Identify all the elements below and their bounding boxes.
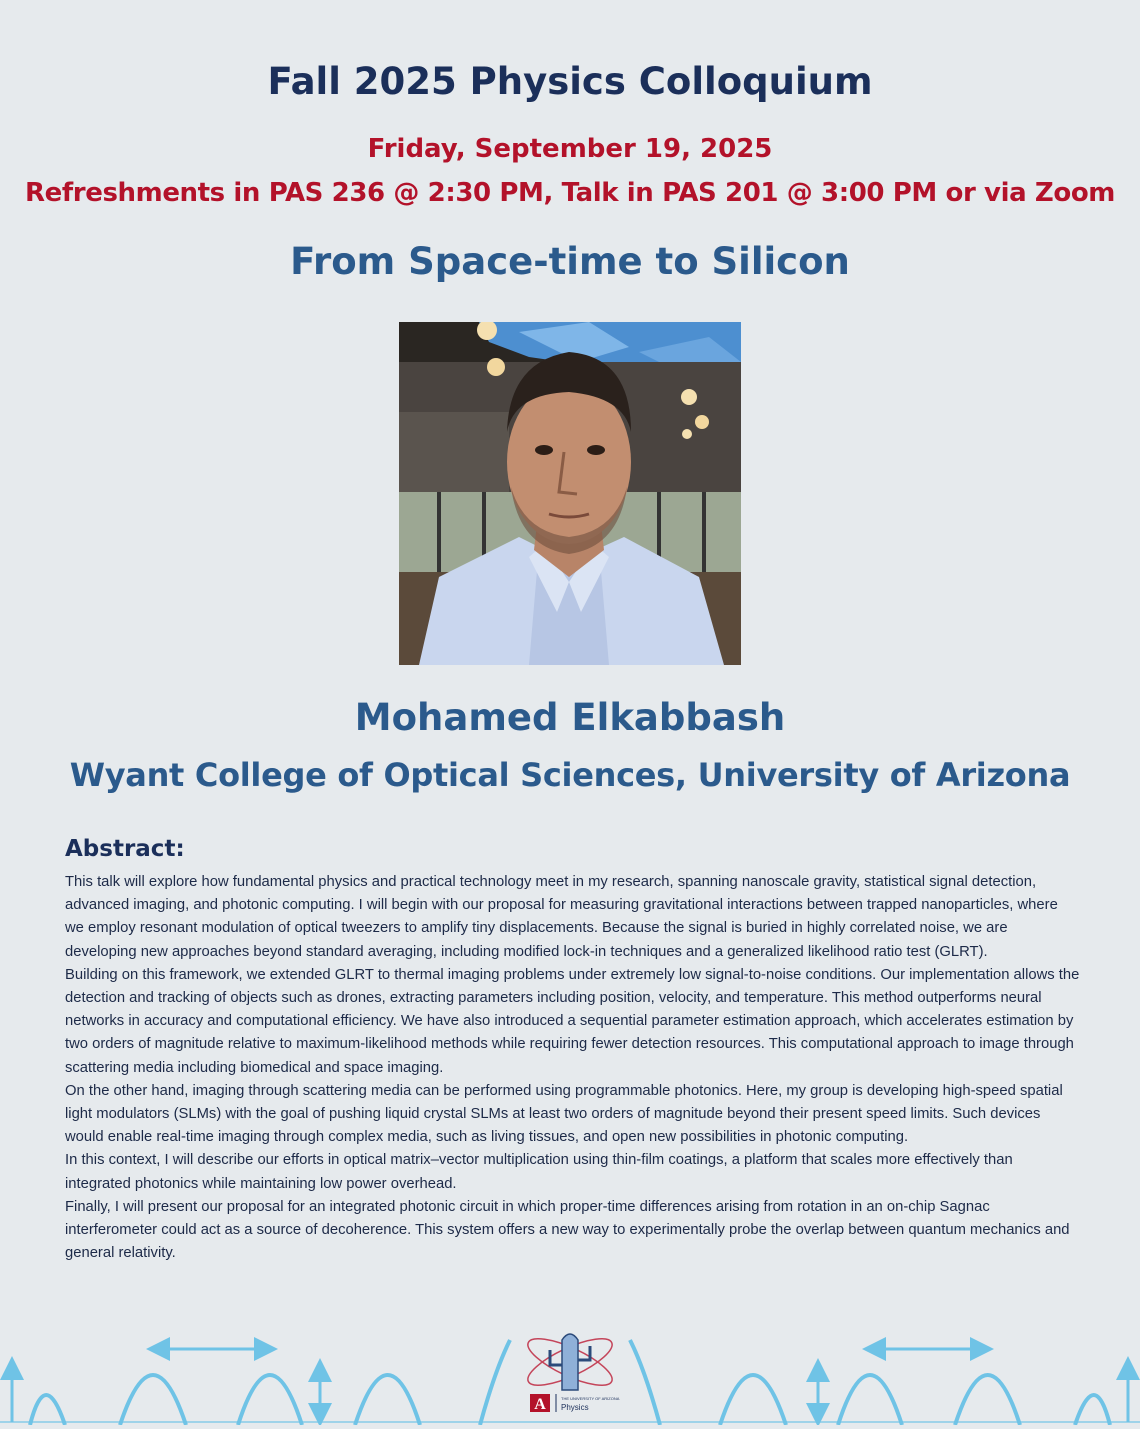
abstract-paragraph: In this context, I will describe our efforts in optical matrix–vector multiplication using thin-film coatings, a platform that scales more effectively than integrated photonics while maintaining low power overhead. (65, 1152, 1013, 1192)
abstract-paragraph: Finally, I will present our proposal for an integrated photonic circuit in which proper-time differences arising from rotation in an on-chip Sagnac interferometer could act as a source of decoherence. This system offers a new way to experimentally probe the overlap between quantum mechanics and general relativity. (65, 1198, 1070, 1262)
talk-title: From Space-time to Silicon (290, 240, 850, 283)
physics-logo-icon (522, 1330, 619, 1413)
abstract-paragraph: On the other hand, imaging through scattering media can be performed using programmable photonics. Here, my group is developing high-speed spatial light modulators (SLMs) with the goal of pushing liquid crystal SLMs at least two orders of magnitude beyond their present speed limits. Such devices would enable real-time imaging through complex media, such as living tissues, and open new possibilities in photonic computing. (65, 1082, 1063, 1146)
speaker-affiliation: Wyant College of Optical Sciences, University of Arizona (69, 756, 1071, 794)
event-date: Friday, September 19, 2025 (367, 134, 773, 164)
abstract-paragraph: This talk will explore how fundamental physics and practical technology meet in my research, spanning nanoscale gravity, statistical signal detection, advanced imaging, and photonic computing. I will begin with our proposal for measuring gravitational interactions between trapped nanoparticles, where we employ resonant modulation of optical tweezers to amplify tiny displacements. Because the signal is buried in highly correlated noise, we are developing new approaches beyond standard averaging, including modified lock-in techniques and a generalized likelihood ratio test (GLRT). (65, 874, 1058, 960)
speaker-name: Mohamed Elkabbash (354, 696, 786, 739)
svg-text:Physics: Physics (561, 1403, 589, 1412)
abstract-paragraph: Building on this framework, we extended GLRT to thermal imaging problems under extremely low signal-to-noise conditions. Our implementation allows the detection and tracking of objects such as drones, extracting parameters including position, velocity, and temperature. This method outperforms neural networks in accuracy and computational efficiency. We have also introduced a sequential parameter estimation approach, which accelerates estimation by two orders of magnitude relative to maximum-likelihood methods while requiring fewer detection resources. This computational approach to image through scattering media including biomedical and space imaging. (65, 966, 1080, 1076)
svg-text:A: A (534, 1396, 546, 1413)
colloquium-title: Fall 2025 Physics Colloquium (267, 60, 873, 103)
event-logistics: Refreshments in PAS 236 @ 2:30 PM, Talk in PAS 201 @ 3:00 PM or via Zoom (25, 178, 1115, 208)
svg-text:THE UNIVERSITY OF ARIZONA: THE UNIVERSITY OF ARIZONA (561, 1396, 620, 1401)
speaker-photo (399, 322, 741, 665)
footer-wave-decoration (0, 1320, 1140, 1425)
abstract-body (65, 871, 1080, 1265)
abstract-heading: Abstract: (65, 836, 185, 862)
